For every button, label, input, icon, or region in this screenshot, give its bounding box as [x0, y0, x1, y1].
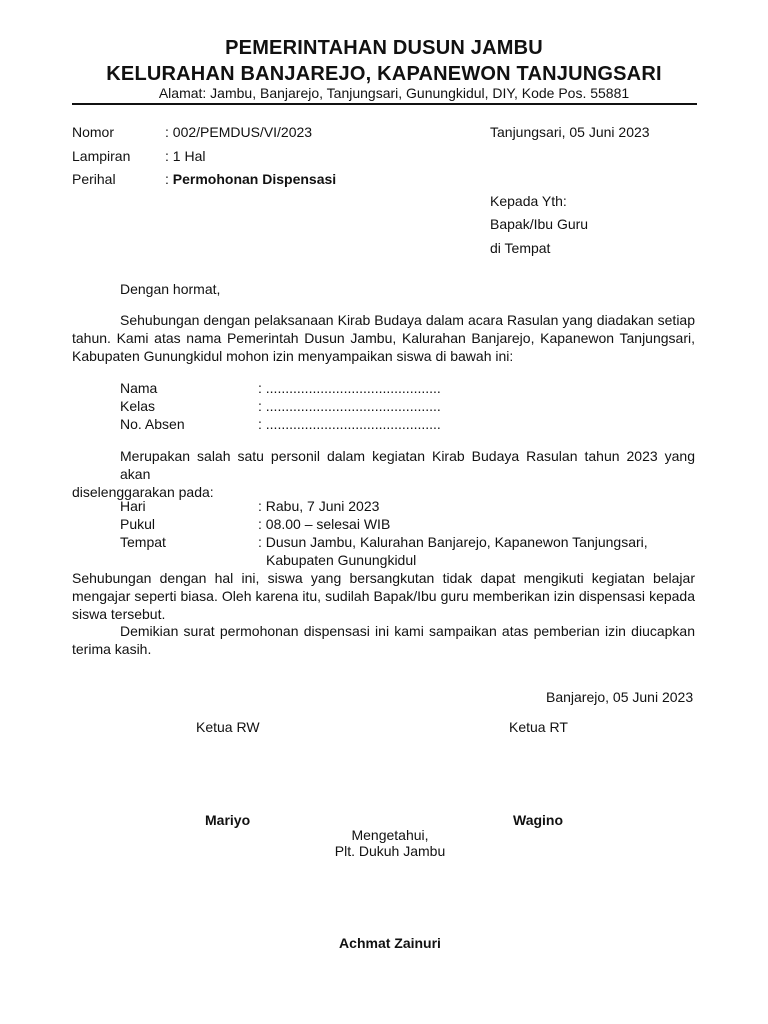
student-class-value: : ............................................. — [258, 398, 441, 414]
lampiran-label: Lampiran — [72, 148, 131, 164]
paragraph-dispensation-line: Sehubungan dengan hal ini, siswa yang bersangkutan tidak dapat mengikuti kegiatan belajar — [72, 570, 695, 586]
letterhead-divider — [72, 103, 697, 105]
nomor-value: : 002/PEMDUS/VI/2023 — [165, 124, 313, 140]
recipient-line-1: Kepada Yth: — [490, 193, 567, 209]
event-time-value: : 08.00 – selesai WIB — [258, 516, 391, 532]
perihal-value — [165, 170, 336, 188]
paragraph-intro-line: tahun. Kami atas nama Pemerintah Dusun Jambu, Kalurahan Banjarejo, Kapanewon Tanjungsari, — [72, 330, 695, 346]
letterhead-title: PEMERINTAHAN DUSUN JAMBU — [225, 37, 543, 59]
paragraph-closing — [72, 622, 695, 658]
paragraph-intro-line: Sehubungan dengan pelaksanaan Kirab Budaya dalam acara Rasulan yang diadakan setiap — [120, 312, 695, 328]
nomor-label: Nomor — [72, 124, 115, 140]
student-absen-label: No. Absen — [120, 416, 185, 432]
recipient-line-3: di Tempat — [490, 240, 551, 256]
paragraph-event-intro-line: diselenggarakan pada: — [72, 484, 214, 500]
signature-date: Banjarejo, 05 Juni 2023 — [546, 689, 694, 705]
student-class-label: Kelas — [120, 398, 156, 414]
perihal-colon: : — [165, 171, 173, 187]
student-name-label: Nama — [120, 380, 158, 396]
right-signatory-title: Ketua RT — [509, 719, 568, 735]
paragraph-closing-line: Demikian surat permohonan dispensasi ini kami sampaikan atas pemberian izin diucapkan — [120, 623, 695, 639]
letterhead-address: Alamat: Jambu, Banjarejo, Tanjungsari, Gunungkidul, DIY, Kode Pos. 55881 — [158, 85, 630, 101]
paragraph-closing-line: terima kasih. — [72, 641, 152, 657]
paragraph-intro — [72, 311, 695, 365]
acknowledge-line-2: Plt. Dukuh Jambu — [334, 843, 446, 859]
letterhead-subtitle: KELURAHAN BANJAREJO, KAPANEWON TANJUNGSARI — [106, 63, 662, 85]
paragraph-intro-line: Kabupaten Gunungkidul mohon izin menyampaikan siswa di bawah ini: — [72, 348, 514, 364]
left-signatory-name: Mariyo — [205, 812, 251, 828]
paragraph-event-intro — [72, 447, 695, 501]
event-time-label: Pukul — [120, 516, 156, 532]
paragraph-dispensation-line: mengajar seperti biasa. Oleh karena itu, sudilah Bapak/Ibu guru memberikan izin dispensasi kepada — [72, 588, 695, 604]
event-day-value: : Rabu, 7 Juni 2023 — [258, 498, 380, 514]
event-place-value: : Dusun Jambu, Kalurahan Banjarejo, Kapanewon Tanjungsari, — [258, 534, 648, 550]
student-name-value: : ............................................. — [258, 380, 441, 396]
paragraph-dispensation — [72, 569, 695, 623]
recipient-line-2: Bapak/Ibu Guru — [490, 216, 589, 232]
student-absen-value: : ............................................. — [258, 416, 441, 432]
bottom-signatory-name: Achmat Zainuri — [339, 935, 441, 951]
event-day-label: Hari — [120, 498, 146, 514]
paragraph-dispensation-line: siswa tersebut. — [72, 606, 166, 622]
acknowledge-line-1: Mengetahui, — [351, 827, 429, 843]
right-signatory-name: Wagino — [513, 812, 564, 828]
lampiran-value: : 1 Hal — [165, 148, 206, 164]
paragraph-event-intro-line: Merupakan salah satu personil dalam kegiatan Kirab Budaya Rasulan tahun 2023 yang akan — [120, 448, 695, 482]
perihal-subject: Permohonan Dispensasi — [172, 171, 337, 187]
greeting: Dengan hormat, — [120, 281, 221, 297]
event-place-continuation: Kabupaten Gunungkidul — [266, 552, 417, 568]
event-place-label: Tempat — [120, 534, 166, 550]
perihal-label: Perihal — [72, 171, 116, 187]
left-signatory-title: Ketua RW — [196, 719, 260, 735]
letter-date: Tanjungsari, 05 Juni 2023 — [490, 124, 650, 140]
